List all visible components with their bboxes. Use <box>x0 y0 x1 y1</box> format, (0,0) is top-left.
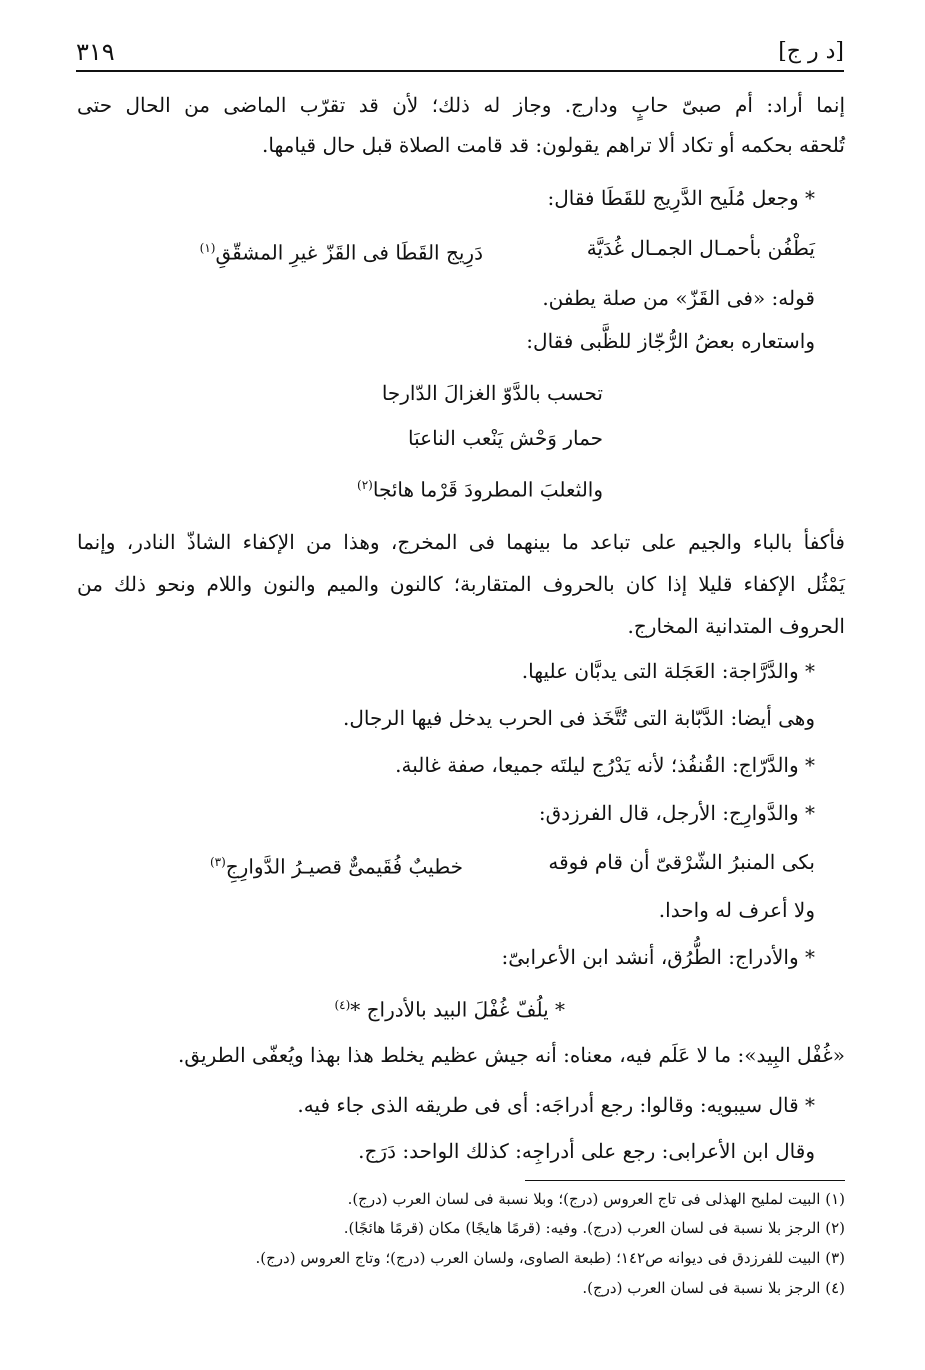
entry-line: * والدَّرَّاجة: العَجَلة التى يدبَّان عليها. <box>521 659 815 683</box>
body-line: وقال ابن الأعرابى: رجع على أدراجِه: كذلك الواحد: دَرَج. <box>358 1139 815 1163</box>
body-line: فأكفأ بالباء والجيم على تباعد ما بينهما فى المخرج، وهذا من الإكفاء الشاذّ النادر، وإنما <box>77 530 845 554</box>
entry-line: * والأدراج: الطُّرُق، أنشد ابن الأعرابىّ: <box>501 945 815 969</box>
body-line: يَمْثُل الإكفاء قليلا إذا كان بالحروف المتقاربة؛ كالنون والميم والنون واللام ونحو ذلك من <box>77 572 845 596</box>
body-line: «غُفْل البِيد»: ما لا عَلَم فيه، معناه: أنه جيش عظيم يخلط هذا بهذا ويُعفّى الطريق. <box>177 1043 845 1067</box>
entry-line: * والدَّرّاج: القُنفُذ؛ لأنه يَدْرُج ليلتَه جميعا، صفة غالبة. <box>395 753 815 777</box>
footnote: (٣) البيت للفرزدق فى ديوانه ص١٤٢؛ (طبعة الصاوى، ولسان العرب (درج)؛ وتاج العروس (درج). <box>255 1249 845 1267</box>
footnote-ref: (١) <box>199 241 216 255</box>
verse-hemistich-1: يَطْفُن بأحمـال الجمـال غُدَيَّة <box>586 236 815 260</box>
rajaz-line <box>334 990 565 1025</box>
footnote-ref: (٤) <box>334 998 351 1012</box>
rajaz-line: حمار وَحْش يَنْعب الناعبَا <box>408 426 603 450</box>
verse-hemistich-2 <box>200 233 483 268</box>
entry-line: * وجعل مُلَيح الدَّرِيج للقَطَا فقال: <box>547 186 815 210</box>
running-header <box>76 38 844 72</box>
rajaz-line-text: * يلُفّ غُفْلَ البيد بالأدراج * <box>350 997 565 1022</box>
footnote-separator <box>525 1180 845 1181</box>
page-number: ٣١٩ <box>76 38 115 66</box>
footnote: (١) البيت لمليح الهذلى فى تاج العروس (درج)؛ وبلا نسبة فى لسان العرب (درج). <box>347 1190 845 1208</box>
footnote-ref: (٣) <box>209 855 226 869</box>
footnote: (٤) الرجز بلا نسبة فى لسان العرب (درج). <box>582 1279 845 1297</box>
rajaz-line-text: والثعلبَ المطرودَ قَرْما هائجا <box>372 477 603 502</box>
verse-hemistich-2 <box>210 847 463 882</box>
verse-hemistich-2-text: دَرِيج القَطَا فى القَزّ غيرِ المشقّقِ <box>215 240 483 265</box>
body-line: إنما أراد: أم صبىّ حابٍ ودارج. وجاز له ذلك؛ لأن قد تقرّب الماضى من الحال حتى <box>77 93 845 117</box>
verse-hemistich-2-text: خطيبٌ فُقَيمىٌّ قصيـرُ الدَّوارِجِ <box>225 854 463 879</box>
body-line: وهى أيضا: الدَّبّابة التى تُتَّخَذ فى الحرب يدخل فيها الرجال. <box>342 706 815 730</box>
footnote-ref: (٢) <box>357 478 373 492</box>
rajaz-line <box>357 470 603 505</box>
entry-line: * قال سيبويه: وقالوا: رجع أدراجَه: أى فى طريقه الذى جاء فيه. <box>297 1093 815 1117</box>
body-line: واستعاره بعضُ الرُّجّاز للظَّبى فقال: <box>526 329 815 353</box>
body-line: قوله: «فى القَزّ» من صلة يطفن. <box>542 286 815 310</box>
header-root-title: [د ر ج] <box>778 39 844 64</box>
rajaz-line: تحسب بالدَّوّ الغزالَ الدّارجا <box>381 381 603 405</box>
body-line: تُلحقه بحكمه أو تكاد ألا تراهم يقولون: قد قامت الصلاة قبل حال قيامها. <box>262 133 845 157</box>
verse-hemistich-1: بكى المنبرُ الشّرْقىّ أن قام فوقه <box>548 850 815 874</box>
entry-line: * والدَّوارِج: الأرجل، قال الفرزدق: <box>538 801 815 825</box>
body-line: ولا أعرف له واحدا. <box>658 898 815 922</box>
body-line: الحروف المتدانية المخارج. <box>627 614 845 638</box>
footnote: (٢) الرجز بلا نسبة فى لسان العرب (درج). وفيه: (قرمًا هايجًا) مكان (قرمًا هائجًا). <box>343 1219 845 1237</box>
